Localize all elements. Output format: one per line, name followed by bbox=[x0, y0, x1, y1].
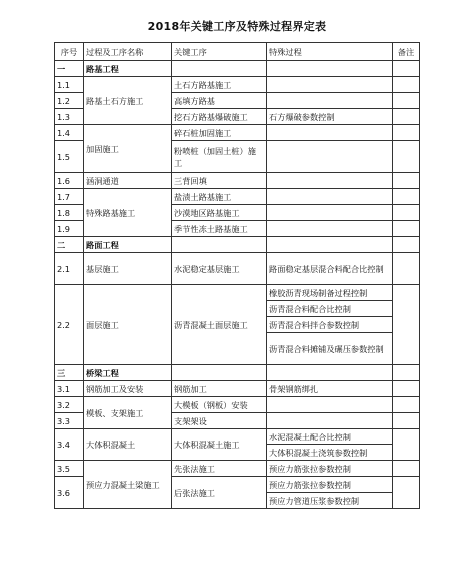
key-process: 碎石桩加固施工 bbox=[172, 125, 267, 141]
table-row bbox=[55, 189, 420, 205]
special-process bbox=[267, 77, 393, 93]
section-number: 一 bbox=[55, 61, 84, 77]
key-process: 沥青混凝土面层施工 bbox=[172, 285, 267, 365]
table-row bbox=[55, 77, 420, 93]
header-special: 特殊过程 bbox=[267, 43, 393, 61]
special-process: 大体积混凝土浇筑参数控制 bbox=[267, 445, 393, 461]
process-name: 涵洞通道 bbox=[84, 173, 172, 189]
table-row bbox=[55, 381, 420, 397]
process-table bbox=[54, 42, 420, 509]
remark-cell bbox=[393, 429, 420, 461]
remark-cell bbox=[393, 77, 420, 93]
special-process: 预应力筋张拉参数控制 bbox=[267, 477, 393, 493]
key-process: 钢筋加工 bbox=[172, 381, 267, 397]
section-row bbox=[55, 61, 420, 77]
special-process bbox=[267, 141, 393, 173]
header-remark: 备注 bbox=[393, 43, 420, 61]
special-process bbox=[267, 221, 393, 237]
section-title: 路基工程 bbox=[84, 61, 172, 77]
empty-cell bbox=[267, 365, 393, 381]
key-process: 大体积混凝土施工 bbox=[172, 429, 267, 461]
table-row bbox=[55, 397, 420, 413]
page-title: 2018年关键工序及特殊过程界定表 bbox=[147, 20, 327, 33]
row-number: 1.1 bbox=[55, 77, 84, 93]
row-number: 3.4 bbox=[55, 429, 84, 461]
special-process bbox=[267, 173, 393, 189]
key-process: 季节性冻土路基施工 bbox=[172, 221, 267, 237]
row-number: 1.4 bbox=[55, 125, 84, 141]
special-process bbox=[267, 189, 393, 205]
remark-cell bbox=[393, 109, 420, 125]
table-row bbox=[55, 125, 420, 141]
special-process: 水泥混凝土配合比控制 bbox=[267, 429, 393, 445]
special-process: 预应力管道压浆参数控制 bbox=[267, 493, 393, 509]
row-number: 1.8 bbox=[55, 205, 84, 221]
special-process: 沥青混合料配合比控制 bbox=[267, 301, 393, 317]
special-process bbox=[267, 413, 393, 429]
key-process: 支架架设 bbox=[172, 413, 267, 429]
process-name: 面层施工 bbox=[84, 285, 172, 365]
empty-cell bbox=[172, 237, 267, 253]
process-name: 特殊路基施工 bbox=[84, 189, 172, 237]
header-process: 过程及工序名称 bbox=[84, 43, 172, 61]
special-process: 预应力筋张拉参数控制 bbox=[267, 461, 393, 477]
row-number: 1.9 bbox=[55, 221, 84, 237]
row-number: 3.1 bbox=[55, 381, 84, 397]
section-title: 路面工程 bbox=[84, 237, 172, 253]
remark-cell bbox=[393, 461, 420, 477]
process-name: 路基土石方施工 bbox=[84, 77, 172, 125]
section-row bbox=[55, 365, 420, 381]
key-process: 先张法施工 bbox=[172, 461, 267, 477]
key-process: 粉喷桩（加固土桩）施工 bbox=[172, 141, 267, 173]
process-name: 大体积混凝土 bbox=[84, 429, 172, 461]
row-number: 2.2 bbox=[55, 285, 84, 365]
row-number: 3.5 bbox=[55, 461, 84, 477]
row-number: 1.7 bbox=[55, 189, 84, 205]
empty-cell bbox=[172, 61, 267, 77]
section-row bbox=[55, 237, 420, 253]
header-no: 序号 bbox=[55, 43, 84, 61]
remark-cell bbox=[393, 93, 420, 109]
key-process: 三背回填 bbox=[172, 173, 267, 189]
row-number: 3.2 bbox=[55, 397, 84, 413]
row-number: 3.6 bbox=[55, 477, 84, 509]
remark-cell bbox=[393, 189, 420, 205]
section-number: 二 bbox=[55, 237, 84, 253]
process-name: 模板、支架施工 bbox=[84, 397, 172, 429]
process-name: 加固施工 bbox=[84, 125, 172, 173]
row-number: 1.6 bbox=[55, 173, 84, 189]
remark-cell bbox=[393, 381, 420, 397]
key-process: 后张法施工 bbox=[172, 477, 267, 509]
remark-cell bbox=[393, 397, 420, 413]
empty-cell bbox=[172, 365, 267, 381]
process-name: 预应力混凝土梁施工 bbox=[84, 461, 172, 509]
special-process: 骨架钢筋绑扎 bbox=[267, 381, 393, 397]
empty-cell bbox=[393, 237, 420, 253]
empty-cell bbox=[393, 61, 420, 77]
table-row bbox=[55, 253, 420, 285]
remark-cell bbox=[393, 173, 420, 189]
special-process: 石方爆破参数控制 bbox=[267, 109, 393, 125]
remark-cell bbox=[393, 285, 420, 365]
empty-cell bbox=[267, 237, 393, 253]
key-process: 大模板（钢板）安装 bbox=[172, 397, 267, 413]
special-process bbox=[267, 93, 393, 109]
table-header-row bbox=[55, 43, 420, 61]
process-name: 基层施工 bbox=[84, 253, 172, 285]
special-process: 橡胶沥青现场制备过程控制 bbox=[267, 285, 393, 301]
section-number: 三 bbox=[55, 365, 84, 381]
empty-cell bbox=[267, 61, 393, 77]
key-process: 高填方路基 bbox=[172, 93, 267, 109]
key-process: 水泥稳定基层施工 bbox=[172, 253, 267, 285]
key-process: 挖石方路基爆破施工 bbox=[172, 109, 267, 125]
key-process: 盐渍土路基施工 bbox=[172, 189, 267, 205]
row-number: 3.3 bbox=[55, 413, 84, 429]
remark-cell bbox=[393, 205, 420, 221]
row-number: 1.3 bbox=[55, 109, 84, 125]
row-number: 1.2 bbox=[55, 93, 84, 109]
empty-cell bbox=[393, 365, 420, 381]
special-process: 沥青混合料拌合参数控制 bbox=[267, 317, 393, 333]
process-name: 钢筋加工及安装 bbox=[84, 381, 172, 397]
table-row bbox=[55, 285, 420, 301]
remark-cell bbox=[393, 413, 420, 429]
special-process bbox=[267, 125, 393, 141]
remark-cell bbox=[393, 253, 420, 285]
key-process: 土石方路基施工 bbox=[172, 77, 267, 93]
table-row bbox=[55, 461, 420, 477]
header-key: 关键工序 bbox=[172, 43, 267, 61]
remark-cell bbox=[393, 221, 420, 237]
key-process: 沙漠地区路基施工 bbox=[172, 205, 267, 221]
table-row bbox=[55, 173, 420, 189]
row-number: 1.5 bbox=[55, 141, 84, 173]
special-process: 路面稳定基层混合料配合比控制 bbox=[267, 253, 393, 285]
special-process bbox=[267, 397, 393, 413]
section-title: 桥梁工程 bbox=[84, 365, 172, 381]
special-process: 沥青混合料摊铺及碾压参数控制 bbox=[267, 333, 393, 365]
table-row bbox=[55, 429, 420, 445]
remark-cell bbox=[393, 125, 420, 141]
remark-cell bbox=[393, 477, 420, 509]
row-number: 2.1 bbox=[55, 253, 84, 285]
remark-cell bbox=[393, 141, 420, 173]
special-process bbox=[267, 205, 393, 221]
